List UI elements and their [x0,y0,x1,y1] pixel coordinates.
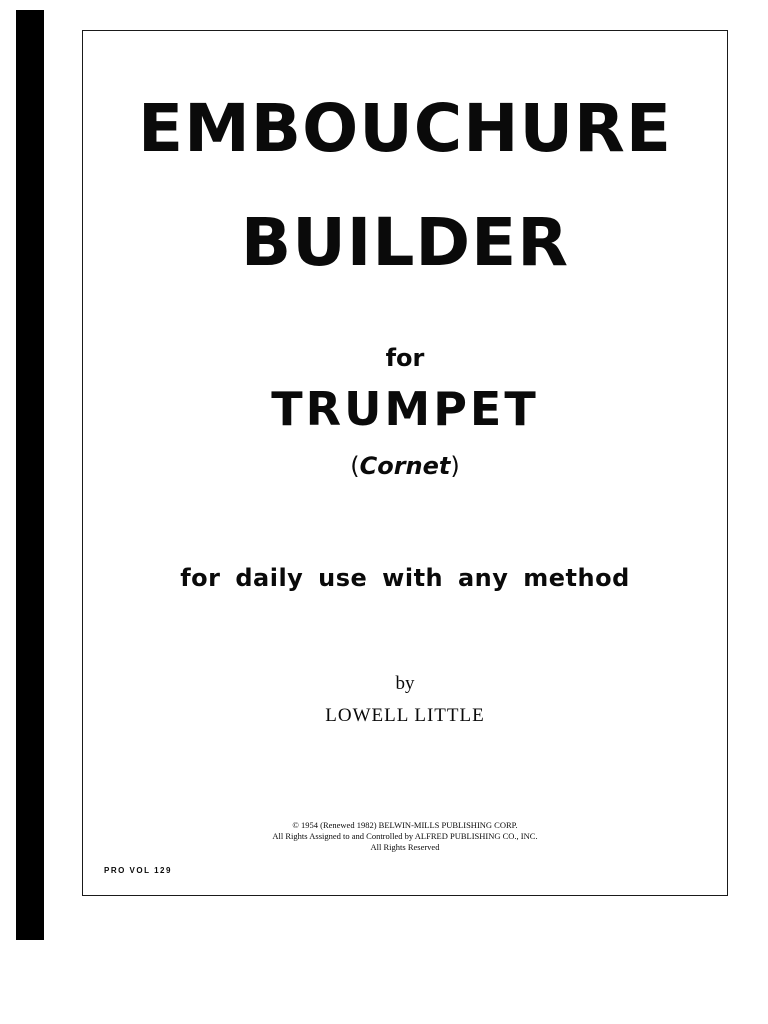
alt-close-paren: ) [450,452,460,480]
alt-instrument [82,454,728,478]
copyright-line-3: All Rights Reserved [370,842,440,852]
for-label: for [385,344,425,372]
copyright-notice [82,820,728,853]
alt-open-paren: ( [350,452,360,480]
copyright-line-1: © 1954 (Renewed 1982) BELWIN-MILLS PUBLISHING CORP. [292,820,518,830]
binding-edge [16,10,44,940]
title-line-2: BUILDER [240,204,570,281]
copyright-line-2: All Rights Assigned to and Controlled by ALFRED PUBLISHING CO., INC. [272,831,538,841]
catalog-number: PRO VOL 129 [104,866,172,875]
instrument-title: TRUMPET [271,382,539,436]
usage-subtitle: for daily use with any method [180,564,630,592]
title-line-1: EMBOUCHURE [138,90,672,167]
alt-instrument-name: Cornet [359,452,451,480]
by-label: by [395,673,415,694]
author-name: LOWELL LITTLE [325,705,485,726]
